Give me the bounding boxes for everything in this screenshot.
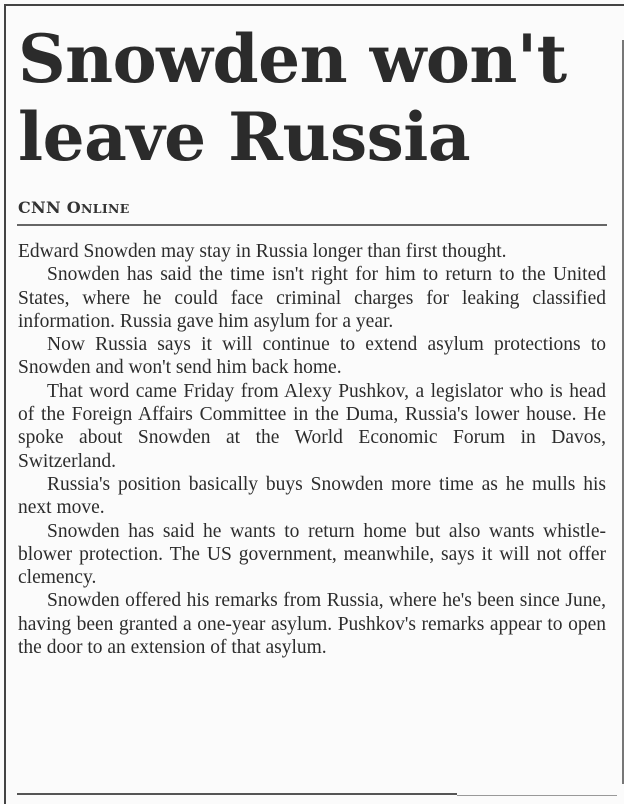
byline-divider [17, 224, 607, 226]
article-body [18, 240, 606, 659]
paragraph: Russia's position basically buys Snowden more time as he mulls his next move. [18, 473, 606, 519]
paragraph: That word came Friday from Alexy Pushkov, a legislator who is head of the Foreign Affairs Committee in the Duma, Russia's lower house. He spoke about Snowden at the World Economic Forum in Davos, Switzerland. [18, 380, 606, 472]
bottom-divider-thin [457, 795, 617, 796]
paragraph: Snowden has said he wants to return home but also wants whistle-blower protection. The US government, meanwhile, says it will not offer clemency. [18, 520, 606, 589]
paragraph: Now Russia says it will continue to extend asylum protections to Snowden and won't send him back home. [18, 334, 606, 379]
paragraph: Snowden offered his remarks from Russia, where he's been since June, having been granted a one-year asylum. Pushkov's remarks appear to open the door to an extension of that asylum. [18, 590, 606, 659]
bottom-divider [17, 793, 457, 795]
byline-rest: NLINE [81, 201, 130, 216]
paragraph: Edward Snowden may stay in Russia longer than first thought. [18, 241, 507, 262]
byline-first: CNN O [18, 198, 81, 217]
headline: Snowden won't leave Russia [18, 20, 567, 176]
frame-left-border [4, 4, 6, 804]
paragraph: Snowden has said the time isn't right for him to return to the United States, where he could face criminal charges for leaking classified information. Russia gave him asylum for a year. [18, 264, 606, 332]
frame-top-border [4, 4, 624, 6]
byline [18, 198, 130, 217]
